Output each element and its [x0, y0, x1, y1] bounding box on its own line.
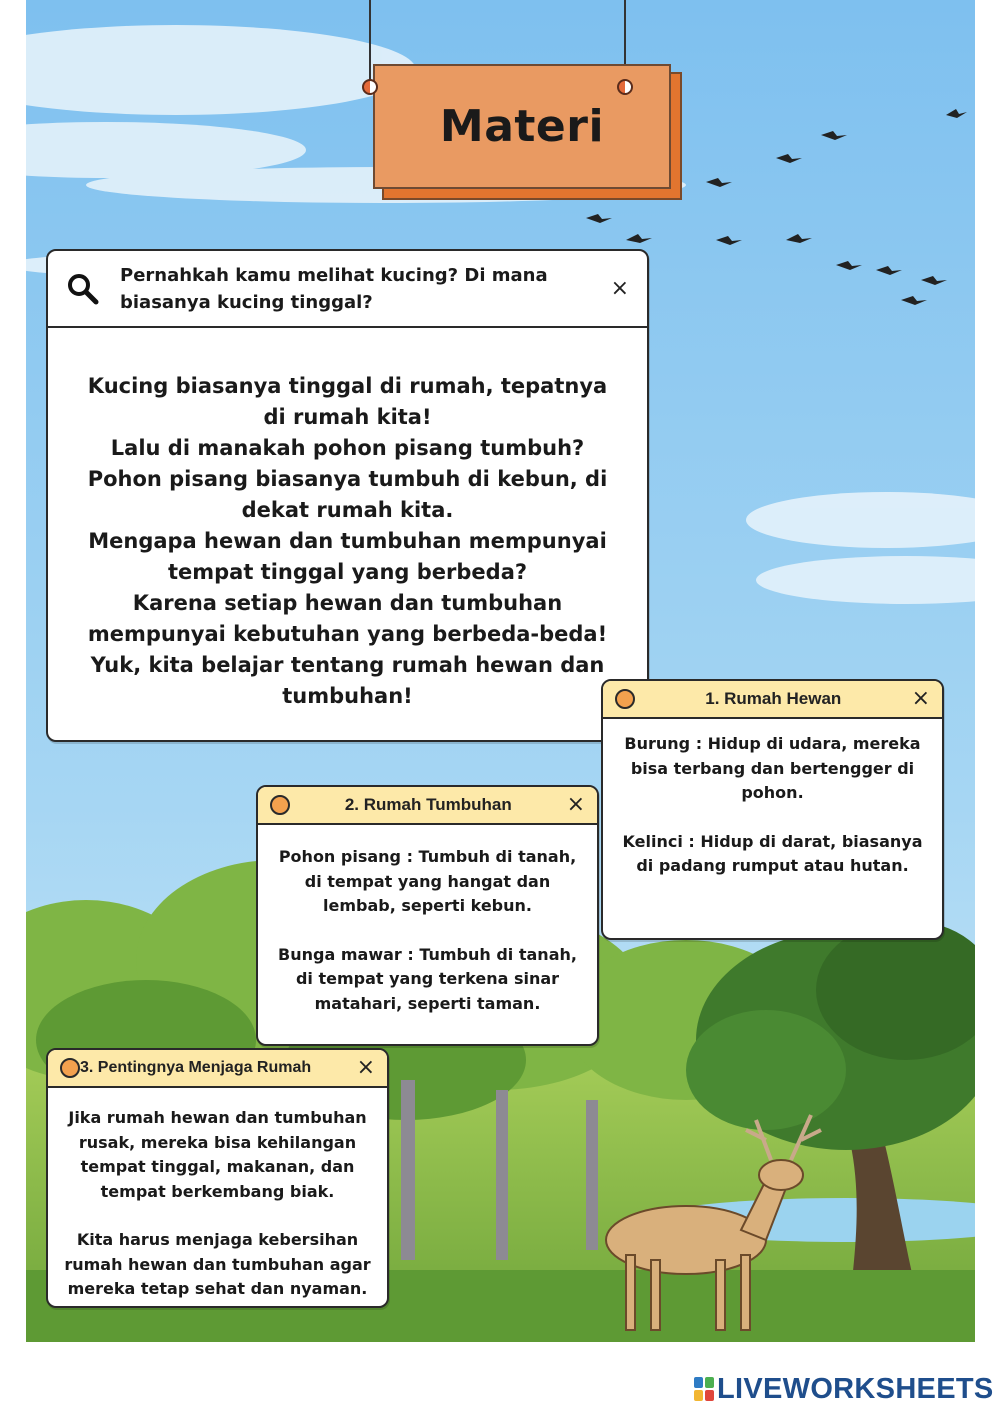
body-paragraph: Jika rumah hewan dan tumbuhan rusak, mereka bisa kehilangan tempat tinggal, makanan, dan tempat berkembang biak. [68, 1108, 367, 1201]
status-dot-icon [615, 689, 635, 709]
body-paragraph: Pohon pisang : Tumbuh di tanah, di tempat yang hangat dan lembab, seperti kebun. [278, 847, 577, 915]
answer-paragraph: Lalu di manakah pohon pisang tumbuh? [110, 436, 585, 460]
search-bar[interactable] [48, 251, 647, 328]
window-header[interactable] [48, 1050, 387, 1088]
page-title: Materi [439, 101, 605, 152]
close-icon[interactable]: × [566, 792, 585, 817]
answer-paragraph: Yuk, kita belajar tentang rumah hewan dan tumbuhan! [90, 653, 605, 708]
window-menjaga-rumah [46, 1048, 389, 1308]
window-body [603, 719, 942, 879]
window-rumah-tumbuhan [256, 785, 599, 1046]
search-answer [48, 328, 647, 712]
window-title: 3. Pentingnya Menjaga Rumah [80, 1059, 312, 1076]
sign-rope-left [369, 0, 371, 82]
liveworksheets-logo[interactable] [694, 1374, 994, 1404]
window-header[interactable] [258, 787, 597, 825]
window-body [48, 1088, 387, 1302]
nail-icon [362, 79, 378, 95]
nail-icon [617, 79, 633, 95]
body-paragraph: Burung : Hidup di udara, mereka bisa terbang dan bertengger di pohon. [624, 734, 921, 802]
window-header[interactable] [603, 681, 942, 719]
logo-mark-icon [694, 1377, 714, 1401]
body-paragraph: Bunga mawar : Tumbuh di tanah, di tempat yang terkena sinar matahari, seperti taman. [278, 944, 577, 1013]
answer-paragraph: Kucing biasanya tinggal di rumah, tepatnya di rumah kita! [87, 374, 608, 429]
close-icon[interactable]: × [911, 686, 930, 711]
status-dot-icon [270, 795, 290, 815]
answer-paragraph: Pohon pisang biasanya tumbuh di kebun, di dekat rumah kita. [87, 467, 608, 522]
search-query[interactable]: Pernahkah kamu melihat kucing? Di mana biasanya kucing tinggal? [120, 264, 548, 313]
answer-paragraph: Karena setiap hewan dan tumbuhan mempunyai kebutuhan yang berbeda-beda! [87, 591, 608, 646]
window-title: 2. Rumah Tumbuhan [344, 795, 512, 814]
window-body [258, 825, 597, 1016]
answer-paragraph: Mengapa hewan dan tumbuhan mempunyai tempat tinggal yang berbeda? [88, 529, 607, 584]
brand-text: LIVEWORKSHEETS [717, 1372, 994, 1405]
window-title: 1. Rumah Hewan [705, 689, 842, 708]
status-dot-icon [60, 1058, 80, 1078]
close-icon[interactable]: × [610, 275, 629, 301]
close-icon[interactable]: × [356, 1055, 375, 1080]
body-paragraph: Kelinci : Hidup di darat, biasanya di padang rumput atau hutan. [622, 831, 923, 875]
window-rumah-hewan [601, 679, 944, 940]
search-icon [66, 272, 100, 306]
search-window [46, 249, 649, 742]
body-paragraph: Kita harus menjaga kebersihan rumah hewan dan tumbuhan agar mereka tetap sehat dan nyaman. [64, 1230, 371, 1298]
